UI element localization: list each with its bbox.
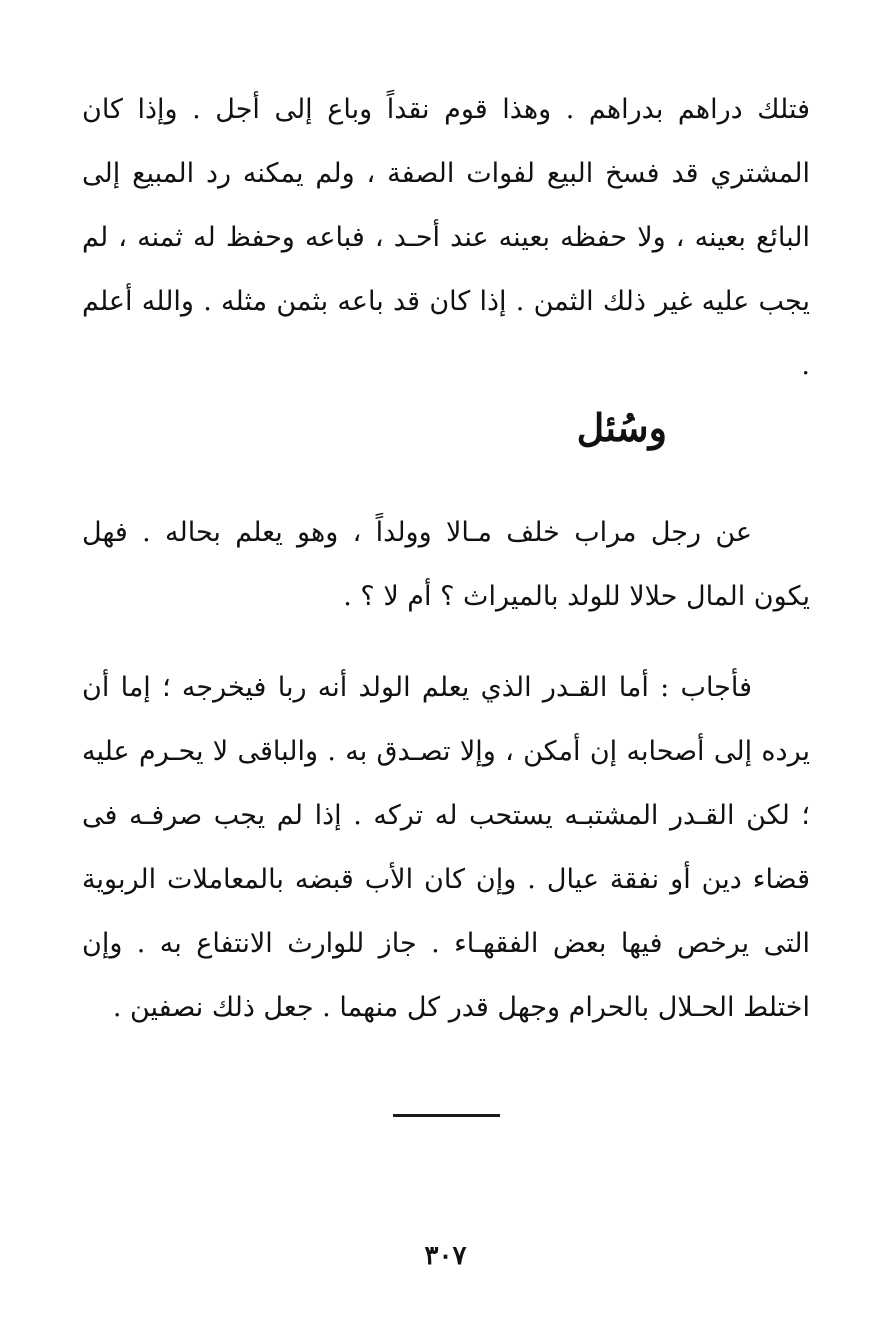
body-paragraph: فتلك دراهم بدراهم . وهذا قوم نقداً وباع إلى أجل . وإذا كان المشتري قد فسخ البيع لفوات الصفة ، ولم يمكنه رد المبيع إلى البائع بعينه ، ولا حفظه بعينه عند أحـد ، فباعه وحفظ له ثمنه ، لم يجب عليه غير ذلك الثمن . إذا كان قد باعه بثمن مثله . والله أعلم .	[82, 94, 810, 381]
section-heading: وسُئل	[576, 405, 667, 450]
page-number: ٣٠٧	[424, 1241, 467, 1271]
question-paragraph: عن رجل مراب خلف مـالا وولداً ، وهو يعلم بحاله . فهل يكون المال حلالا للولد بالميراث ؟ أم لا ؟ .	[82, 517, 810, 612]
end-rule	[393, 1114, 500, 1117]
answer-paragraph: فأجاب : أما القـدر الذي يعلم الولد أنه ربا فيخرجه ؛ إما أن يرده إلى أصحابه إن أمكن ، وإلا تصـدق به . والباقى لا يحـرم عليه ؛ لكن القـدر المشتبـه يستحب له تركه . إذا لم يجب صرفـه فى قضاء دين أو نفقة عيال . وإن كان الأب قبضه بالمعاملات الربوية التى يرخص فيها بعض الفقهـاء . جاز للوارث الانتفاع به . وإن اختلط الحـلال بالحرام وجهل قدر كل منهما . جعل ذلك نصفين .	[82, 672, 810, 1023]
